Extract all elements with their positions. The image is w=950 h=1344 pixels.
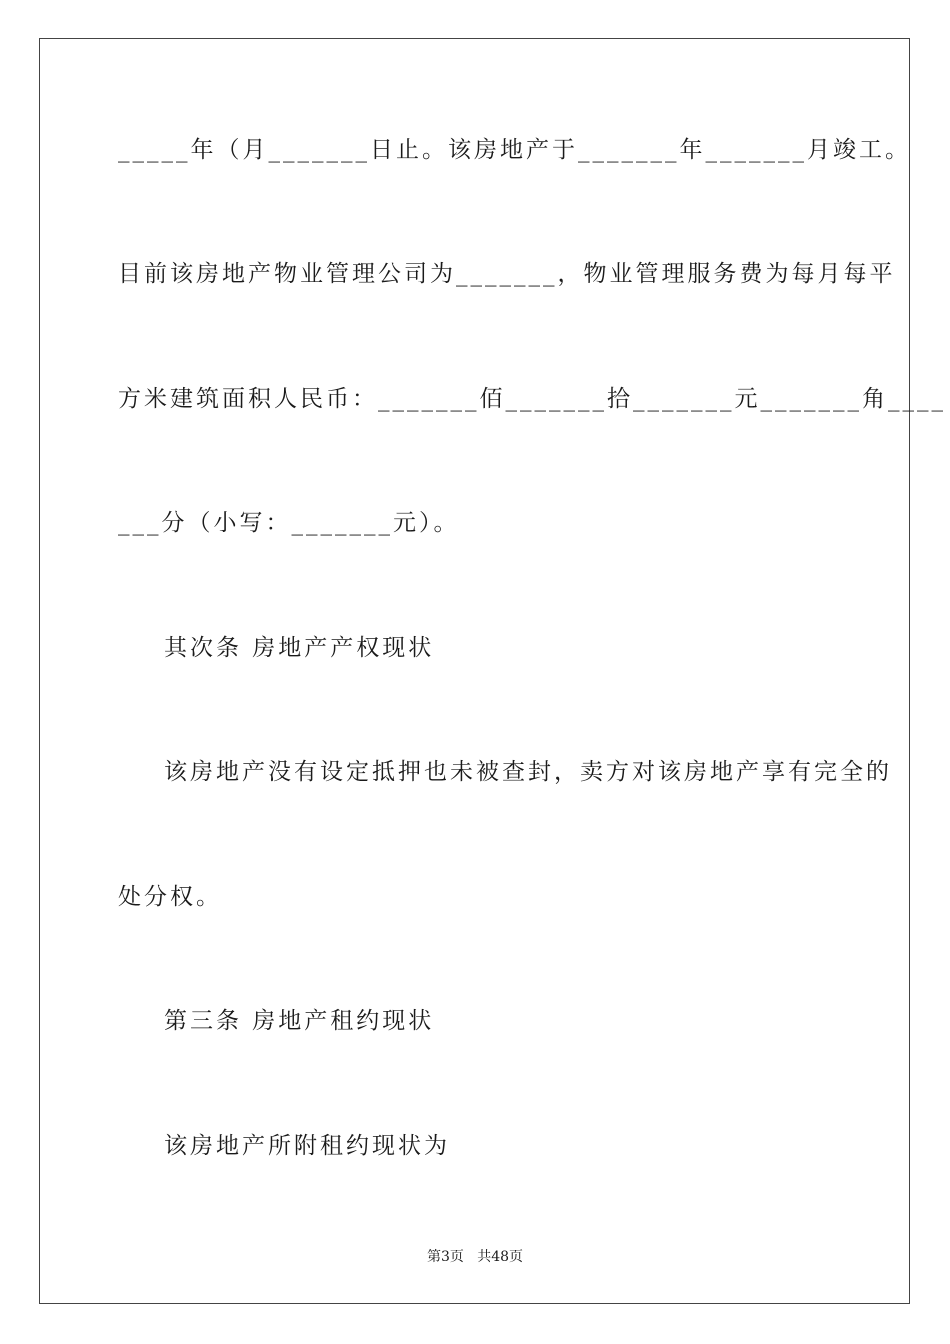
management-fee-line: 方米建筑面积人民币：_______佰_______拾_______元_______角____ <box>118 386 946 412</box>
management-fee-amount-line: ___分（小写：_______元）。 <box>118 510 460 536</box>
page-border <box>39 38 910 1304</box>
completion-date-line: _____年（月_______日止。该房地产于_______年_______月竣工。 <box>118 137 911 163</box>
lease-status-text: 该房地产所附租约现状为 <box>164 1133 450 1159</box>
article-heading-property-rights: 其次条 房地产产权现状 <box>164 635 435 661</box>
property-rights-text: 该房地产没有设定抵押也未被查封，卖方对该房地产享有完全的 <box>164 759 892 785</box>
property-management-line: 目前该房地产物业管理公司为_______，物业管理服务费为每月每平 <box>118 261 896 287</box>
page-number-footer: 第3页 共48页 <box>426 1249 524 1265</box>
property-rights-text-continued: 处分权。 <box>118 884 222 910</box>
article-heading-lease: 第三条 房地产租约现状 <box>164 1008 435 1034</box>
